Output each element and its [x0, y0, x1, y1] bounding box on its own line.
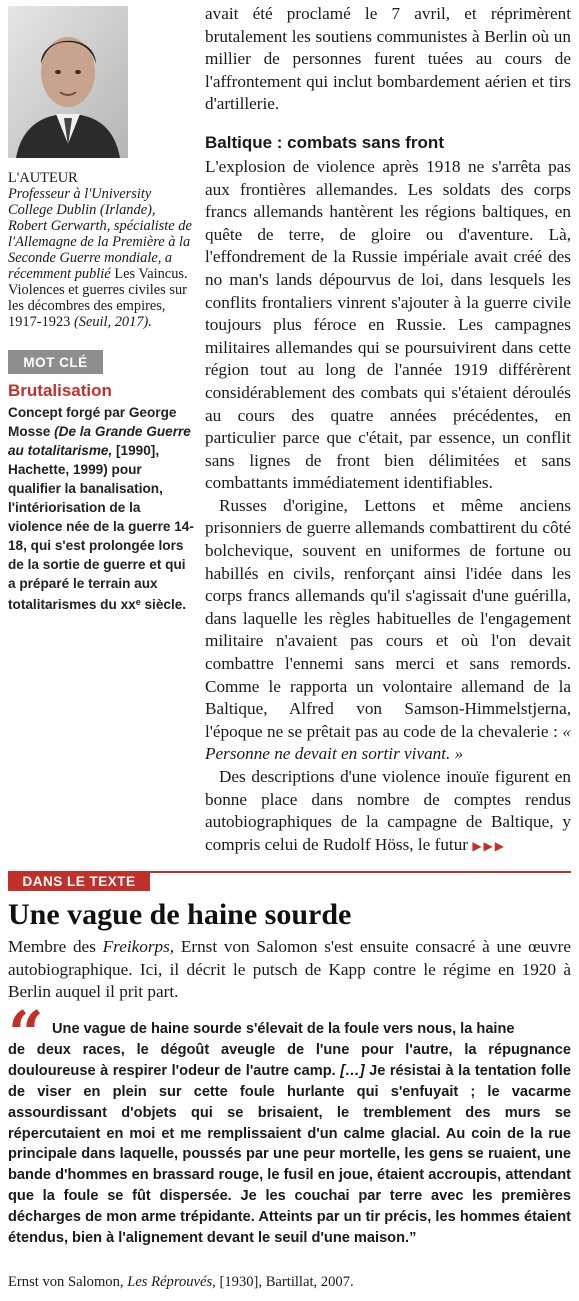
boxed-intro-1: Membre des [8, 937, 96, 956]
paragraph-3-text: Des descriptions d'une violence inouïe figurent en bonne place dans nombre de comptes rendus autobiographiques de la campagne de Baltique, y compris celui de Rudolf Höss, le futur [205, 767, 571, 854]
author-portrait [8, 6, 128, 158]
quote-text-3: Je résistai à la tentation folle de viser en plein sur cette foule hurlante qui s'enfuyait ; le vacarme assourdissant d'objets qui se brisaient, le tremblement des murs se répercutaient en moi et me remplissaient d'un calme glacial. Au coin de la rue principale dans laquelle, poussés par une peur mortelle, les gens se ruaient, une bande d'hommes en brassard rouge, le fusil en joue, étaient accroupis, attendant que la foule se fût dispersée. Je les couchai par terre avec les premières décharges de mon arme trépidante. Atteints par un tir précis, les hommes étaient étendus, bien à l'alignement devant le seuil d'une maison.” [8, 1062, 571, 1247]
mot-cle-def-end: siècle. [144, 597, 187, 612]
mot-cle-definition [8, 403, 196, 614]
source-book: Les Réprouvés, [127, 1274, 216, 1290]
source-details: [1930], Bartillat, 2007. [219, 1274, 354, 1290]
author-book-publisher: (Seuil, 2017). [73, 314, 152, 330]
mot-cle-def-book: (De la Grande Guerre au totalitarisme, [8, 424, 191, 458]
author-bio [8, 170, 196, 330]
boxed-intro [8, 936, 571, 1004]
mot-cle-def-text-1: Concept forgé par George Mosse [8, 405, 177, 439]
mot-cle-def-century: xx [120, 597, 136, 612]
triple-arrow-icon: ▶▶▶ [472, 838, 507, 853]
mot-cle-def-text-2: [1990], Hachette, 1999) pour qualifier la banalisation, l'intériorisation de la violence née de la guerre 14-18, qui s'est prolongée lors de la sortie de guerre et qui a préparé le terrain aux totalitarismes du [8, 443, 194, 612]
mot-cle-def-sup: e [135, 597, 141, 607]
paragraph-3 [205, 766, 571, 857]
paragraph-2 [205, 495, 571, 766]
open-quote-icon: “ [8, 997, 44, 1070]
quote-source [8, 1273, 354, 1291]
section-title: Baltique : combats sans front [205, 132, 444, 152]
portrait-photo-icon [8, 6, 128, 158]
author-bio-text: Professeur à l'University College Dublin (Irlande), Robert Gerwarth, spécialiste de l'Allemagne de la Première à la Seconde Guerre mondiale, a récemment publié [8, 186, 192, 282]
boxed-intro-italic: Freikorps, [102, 937, 175, 956]
dans-le-texte-tag: DANS LE TEXTE [8, 871, 150, 891]
source-author: Ernst von Salomon, [8, 1274, 124, 1290]
paragraph-2-text: Russes d'origine, Lettons et même anciens prisonniers de guerre allemands combattirent du côté bolchevique, souvent en uniformes de fortune ou habillés en civils, renforçant ainsi l'idée dans les corps francs allemands qu'il s'agissait d'une guérilla, dans laquelle les règles habituelles de l'engagement militaire n'avaient pas cours et où l'on devait combattre l'ennemi sans merci et sans remords. Comme le rapporta un volontaire allemand de la Baltique, Alfred von Samson-Himmelstjerna, l'époque ne se prêtait pas au code de la chevalerie : [205, 495, 571, 741]
author-book-title: Les Vaincus. Violences et guerres civiles sur les décombres des empires, 1917-1923 [8, 266, 188, 330]
quote-ellipsis: […] [340, 1062, 365, 1079]
paragraph-1: L'explosion de violence après 1918 ne s'arrêta pas aux frontières allemandes. Les soldats des corps francs allemands hantèrent les régions baltiques, en quête de terre, de gloire ou d'aventure. Là, l'effondrement de la Russie impériale avait créé des no man's lands dépourvus de loi, dans lesquels les conflits frontaliers vinrent s'ajouter à la guerre civile toujours plus féroce en Russie. Les campagnes militaires allemandes qui se poursuivirent dans cette région tout au long de l'année 1919 différèrent considérablement des combats qui s'étaient déroulés au cours des quatre années précédentes, en particulier parce que c'était, par essence, un conflit sans lignes de front bien délimitées et sans combattants immédiatement identifiables. [205, 156, 571, 493]
boxed-title: Une vague de haine sourde [8, 898, 352, 931]
sidebar [8, 6, 196, 614]
author-label: L'AUTEUR [8, 170, 78, 186]
paragraph-2-quote: « Personne ne devait en sortir vivant. » [205, 721, 572, 764]
mot-cle-tag: MOT CLÉ [8, 350, 103, 374]
quote-text-2: de deux races, le dégoût aveugle de l'une pour l'autre, la répugnance douloureuse à respirer l'odeur de l'autre camp. [8, 1041, 571, 1079]
paragraph-top: avait été proclamé le 7 avril, et réprimèrent brutalement les soutiens communistes à Berlin où un millier de personnes furent tuées au cours de l'affrontement qui inclut bombardement aérien et tirs d'artillerie. [205, 4, 571, 114]
main-article [205, 3, 571, 857]
quote-line-1: Une vague de haine sourde s'élevait de la foule vers nous, la haine [52, 1021, 515, 1037]
boxed-quote [8, 1019, 571, 1249]
mot-cle-term: Brutalisation [8, 381, 112, 400]
boxed-intro-2: Ernst von Salomon s'est ensuite consacré à une œuvre autobiographique. Ici, il décrit le putsch de Kapp contre le régime en 1920 à Berlin auquel il prit part. [8, 937, 572, 1002]
